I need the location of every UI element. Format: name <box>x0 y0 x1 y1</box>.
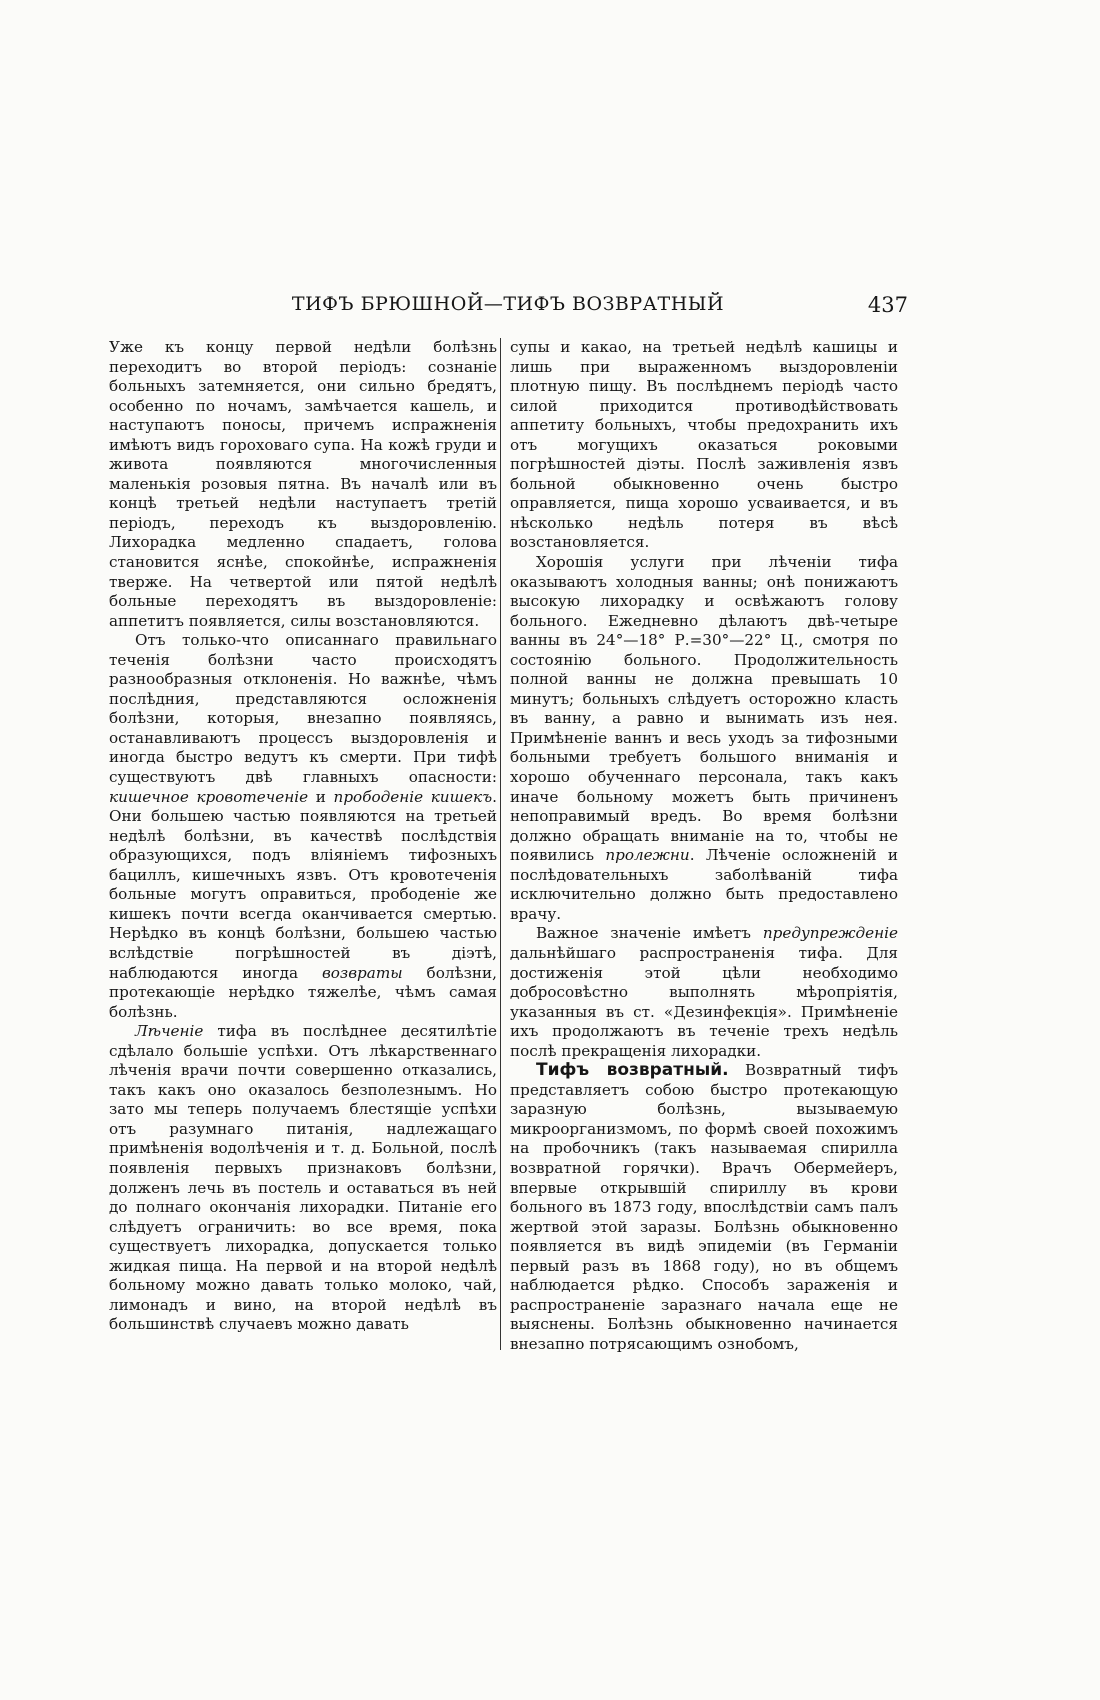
paragraph <box>109 1022 497 1335</box>
section-heading: Тифъ возвратный. <box>536 1060 729 1081</box>
paragraph-text: Хорошія услуги при лѣченіи тифа оказываютъ холодныя ванны; онѣ понижаютъ высокую лихорадку и освѣжаютъ голову больного. Ежедневно дѣлаютъ двѣ-четыре ванны въ 24°—18° Р.=30°—22° Ц., смотря по состоянію больного. Продолжительность полной ванны не должна превышать 10 минутъ; больныхъ слѣдуетъ осторожно класть въ ванну, а равно и вынимать изъ нея. Примѣненіе ваннъ и весь уходъ за тифозными больными требуетъ большого вниманія и хорошо обученнаго персонала, такъ какъ иначе больному можетъ быть причиненъ непоправимый вредъ. Во время болѣзни должно обращать вниманіе на то, чтобы не появились <box>510 553 898 865</box>
paragraph-text: супы и какао, на третьей недѣлѣ кашицы и лишь при выраженномъ выздоровленіи плотную пищу. Въ послѣднемъ періодѣ часто силой приходится противодѣйствовать аппетиту больныхъ, чтобы предохранить ихъ отъ могущихъ оказаться роковыми погрѣшностей діэты. Послѣ заживленія язвъ больной обыкновенно очень быстро оправляется, пища хорошо усваивается, и въ нѣсколько недѣль потеря въ вѣсѣ возстановляется. <box>510 338 898 552</box>
italic-term: прободеніе кишекъ <box>333 787 493 806</box>
paragraph <box>109 631 497 1022</box>
italic-term: пролежни <box>605 846 690 865</box>
paragraph-text: Важное значеніе имѣетъ <box>536 924 763 943</box>
paragraph-text: . Лѣченіе осложненій и послѣдовательныхъ заболѣваній тифа исключительно должно быть предоставлено врачу. <box>510 846 898 923</box>
paragraph-text: Отъ только-что описаннаго правильнаго теченія болѣзни часто происходятъ разнообразныя отклоненія. Но важнѣе, чѣмъ послѣдния, представляются осложненія болѣзни, которыя, внезапно появляясь, останавливаютъ процессъ выздоровленія и иногда быстро ведутъ къ смерти. При тифѣ существуютъ двѣ главныхъ опасности: <box>109 631 497 787</box>
paragraph-text: и <box>308 787 334 806</box>
paragraph-text: Уже къ концу первой недѣли болѣзнь переходитъ во второй періодъ: сознаніе больныхъ затемняется, они сильно бредятъ, особенно по ночамъ, замѣчается кашель, и наступаютъ поносы, причемъ испражненія имѣютъ видъ гороховаго супа. На кожѣ груди и живота появляются многочисленныя маленькія розовыя пятна. Въ началѣ или въ концѣ третьей недѣли наступаетъ третій періодъ, переходъ къ выздоровленію. Лихорадка медленно спадаетъ, голова становится яснѣе, спокойнѣе, испражненія тверже. На четвертой или пятой недѣлѣ больные переходятъ въ выздоровленіе: аппетитъ появляется, силы возстановляются. <box>109 338 497 630</box>
paragraph-text: болѣзни, протекающіе нерѣдко тяжелѣе, чѣмъ самая болѣзнь. <box>109 963 498 1021</box>
italic-term: возвраты <box>321 963 403 982</box>
running-title: ТИФЪ БРЮШНОЙ—ТИФЪ ВОЗВРАТНЫЙ <box>291 293 725 315</box>
paragraph <box>510 553 898 924</box>
italic-term: кишечное кровотеченіе <box>109 787 309 806</box>
left-column <box>109 338 497 1335</box>
paragraph <box>510 1061 898 1354</box>
page-header <box>108 293 908 317</box>
paragraph-text: . Они большею частью появляются на третьей недѣлѣ болѣзни, въ качествѣ послѣдствія образующихся, подъ вліяніемъ тифозныхъ бациллъ, кишечныхъ язвъ. Отъ кровотеченія больные могутъ оправиться, прободеніе же кишекъ почти всегда оканчивается смертью. Нерѣдко въ концѣ болѣзни, большею частью вслѣдствіе погрѣшностей въ діэтѣ, наблюдаются иногда <box>109 787 497 982</box>
column-divider <box>500 338 501 1350</box>
paragraph-text: Возвратный тифъ представляетъ собою быстро протекающую заразную болѣзнь, вызываемую микроорганизмомъ, по формѣ своей похожимъ на пробочникъ (такъ называемая спирилла возвратной горячки). Врачъ Обермейеръ, впервые открывшій спириллу въ крови больного въ 1873 году, впослѣдствіи самъ палъ жертвой этой заразы. Болѣзнь обыкновенно появляется въ видѣ эпидеміи (въ Германіи первый разъ въ 1868 году), но въ общемъ наблюдается рѣдко. Способъ зараженія и распространеніе заразнаго начала еще не выяснены. Болѣзнь обыкновенно начинается внезапно потрясающимъ ознобомъ, <box>510 1061 898 1353</box>
italic-term: Лѣченіе <box>135 1022 204 1041</box>
italic-term: предупрежденіе <box>762 924 898 943</box>
paragraph-text: дальнѣйшаго распространенія тифа. Для достиженія этой цѣли необходимо добросовѣстно выполнять мѣропріятія, указанныя въ ст. «Дезинфекція». Примѣненіе ихъ продолжаютъ въ теченіе трехъ недѣль послѣ прекращенія лихорадки. <box>510 943 898 1060</box>
paragraph <box>510 338 898 553</box>
paragraph <box>109 338 497 631</box>
page-number: 437 <box>867 293 908 317</box>
right-column <box>510 338 898 1354</box>
paragraph <box>510 924 898 1061</box>
paragraph-text: тифа въ послѣднее десятилѣтіе сдѣлало большіе успѣхи. Отъ лѣкарственнаго лѣченія врачи почти совершенно отказались, такъ какъ оно оказалось безполезнымъ. Но зато мы теперь получаемъ блестящіе успѣхи отъ разумнаго питанія, надлежащаго примѣненія водолѣченія и т. д. Больной, послѣ появленія первыхъ признаковъ болѣзни, долженъ лечь въ постель и оставаться въ ней до полнаго окончанія лихорадки. Питаніе его слѣдуетъ ограничить: во все время, пока существуетъ лихорадка, допускается только жидкая пища. На первой и на второй недѣлѣ больному можно давать только молоко, чай, лимонадъ и вино, на второй недѣлѣ въ большинствѣ случаевъ можно давать <box>109 1022 497 1334</box>
